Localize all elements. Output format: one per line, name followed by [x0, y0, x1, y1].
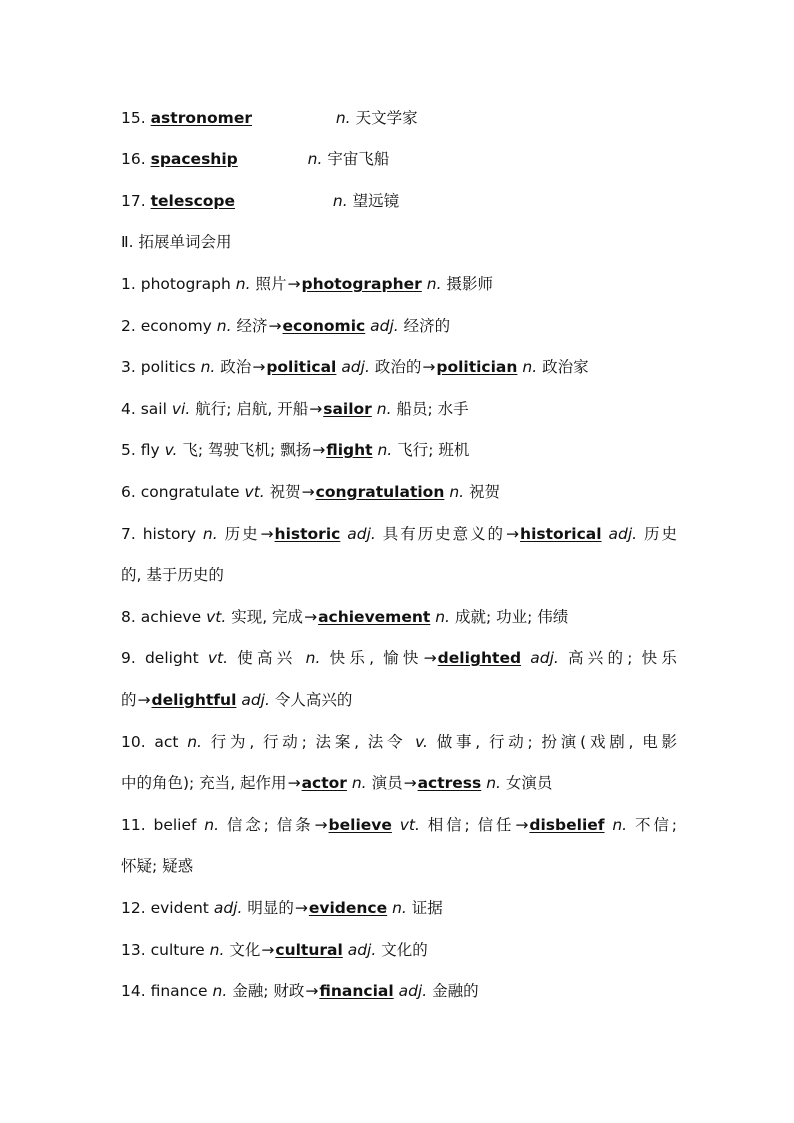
meaning: 文化: [229, 941, 261, 959]
item-number: 11.: [121, 816, 146, 834]
arrow: →: [287, 275, 301, 293]
meaning: 祝贺: [469, 483, 501, 501]
word-family-11: [121, 815, 677, 835]
meaning: 不信;: [634, 816, 677, 834]
meaning: 女演员: [505, 774, 553, 792]
part-of-speech: n.: [200, 358, 216, 376]
part-of-speech: n.: [212, 982, 228, 1000]
part-of-speech: vt.: [244, 483, 265, 501]
meaning: 历史: [224, 525, 260, 543]
vocab-line-16: [121, 149, 677, 169]
word-family-12: [121, 898, 677, 918]
item-number: 10.: [121, 733, 146, 751]
answer-word: flight: [326, 441, 373, 459]
base-word: politics: [140, 358, 196, 376]
word-family-10-continued: [121, 773, 677, 793]
part-of-speech: vi.: [171, 400, 191, 418]
item-number: 15.: [121, 109, 146, 127]
meaning: 经济: [236, 317, 268, 335]
base-word: delight: [144, 649, 199, 667]
part-of-speech: vt.: [206, 608, 227, 626]
part-of-speech: adj.: [608, 525, 638, 543]
meaning: 演员: [371, 774, 403, 792]
meaning: 快乐: [641, 649, 677, 667]
vocab-line-17: [121, 191, 677, 211]
meaning: 愉快: [383, 649, 423, 667]
part-of-speech: n.: [449, 483, 465, 501]
answer-word: spaceship: [150, 150, 238, 168]
meaning: 的: [121, 691, 137, 709]
base-word: fly: [140, 441, 160, 459]
meaning: 具有历史意义的: [382, 525, 506, 543]
meaning: 行为, 行动; 法案, 法令: [210, 733, 407, 751]
arrow: →: [312, 441, 326, 459]
word-family-7: [121, 524, 677, 544]
part-of-speech: n.: [187, 733, 202, 751]
answer-word: financial: [319, 982, 394, 1000]
part-of-speech: v.: [164, 441, 178, 459]
part-of-speech: adj.: [213, 899, 243, 917]
meaning: 飞行; 班机: [397, 441, 470, 459]
meaning: 实现, 完成: [231, 608, 304, 626]
arrow: →: [403, 774, 417, 792]
base-word: sail: [140, 400, 167, 418]
answer-word: disbelief: [529, 816, 605, 834]
arrow: →: [515, 816, 529, 834]
answer-word: cultural: [275, 941, 343, 959]
part-of-speech: n.: [332, 192, 348, 210]
meaning: 高兴的;: [567, 649, 633, 667]
meaning: 做事, 行动; 扮演(戏剧, 电影: [436, 733, 677, 751]
part-of-speech: n.: [202, 525, 218, 543]
answer-word: achievement: [318, 608, 431, 626]
answer-word: congratulation: [315, 483, 445, 501]
arrow: →: [423, 649, 437, 667]
answer-word: political: [266, 358, 337, 376]
part-of-speech: n.: [305, 649, 321, 667]
item-number: 1.: [121, 275, 136, 293]
answer-word: actress: [417, 774, 482, 792]
word-family-6: [121, 482, 677, 502]
meaning: 信念; 信条: [226, 816, 314, 834]
answer-word: evidence: [308, 899, 388, 917]
meaning: 照片: [255, 275, 287, 293]
item-number: 3.: [121, 358, 136, 376]
meaning: 望远镜: [352, 192, 400, 210]
meaning: 令人高兴的: [274, 691, 353, 709]
arrow: →: [268, 317, 282, 335]
meaning: 船员; 水手: [396, 400, 469, 418]
part-of-speech: v.: [415, 733, 428, 751]
meaning: 飞; 驾驶飞机; 飘扬: [182, 441, 312, 459]
base-word: culture: [150, 941, 205, 959]
answer-word: photographer: [301, 275, 422, 293]
base-word: achieve: [140, 608, 202, 626]
part-of-speech: n.: [522, 358, 538, 376]
part-of-speech: n.: [435, 608, 450, 626]
base-word: photograph: [140, 275, 231, 293]
meaning: 文化的: [381, 941, 428, 959]
base-word: act: [154, 733, 179, 751]
arrow: →: [137, 691, 151, 709]
word-family-1: [121, 274, 677, 294]
word-family-9-continued: [121, 690, 677, 710]
part-of-speech: adj.: [241, 691, 270, 709]
item-number: 17.: [121, 192, 146, 210]
meaning: 金融; 财政: [232, 982, 305, 1000]
base-word: evident: [150, 899, 209, 917]
vocab-line-15: [121, 108, 677, 128]
meaning: 相信; 信任: [427, 816, 515, 834]
part-of-speech: n.: [335, 109, 351, 127]
part-of-speech: n.: [204, 816, 220, 834]
item-number: 13.: [121, 941, 146, 959]
meaning: 历史: [643, 525, 677, 543]
item-number: 16.: [121, 150, 146, 168]
arrow: →: [287, 774, 301, 792]
word-family-14: [121, 981, 677, 1001]
answer-word: historical: [520, 525, 602, 543]
item-number: 12.: [121, 899, 146, 917]
meaning: 经济的: [403, 317, 451, 335]
meaning: 航行; 启航, 开船: [195, 400, 309, 418]
word-family-5: [121, 440, 677, 460]
arrow: →: [305, 982, 319, 1000]
part-of-speech: n.: [392, 899, 407, 917]
answer-word: economic: [282, 317, 366, 335]
meaning: 明显的: [247, 899, 294, 917]
part-of-speech: n.: [376, 400, 392, 418]
word-family-9: [121, 648, 677, 668]
item-number: 14.: [121, 982, 146, 1000]
answer-word: actor: [301, 774, 347, 792]
item-number: 4.: [121, 400, 136, 418]
arrow: →: [301, 483, 315, 501]
part-of-speech: adj.: [347, 941, 377, 959]
answer-word: sailor: [323, 400, 372, 418]
part-of-speech: vt.: [399, 816, 420, 834]
arrow: →: [314, 816, 328, 834]
part-of-speech: n.: [235, 275, 251, 293]
arrow: →: [309, 400, 323, 418]
meaning: 中的角色); 充当, 起作用: [121, 774, 287, 792]
answer-word: telescope: [150, 192, 236, 210]
arrow: →: [506, 525, 520, 543]
meaning: 证据: [411, 899, 443, 917]
arrow: →: [261, 941, 275, 959]
part-of-speech: n.: [209, 941, 225, 959]
item-number: 9.: [121, 649, 136, 667]
arrow: →: [294, 899, 308, 917]
item-number: 2.: [121, 317, 136, 335]
meaning: 政治的: [374, 358, 422, 376]
word-family-10: [121, 732, 677, 752]
word-family-11-continued: 怀疑; 疑惑: [121, 857, 194, 875]
arrow: →: [252, 358, 266, 376]
answer-word: delighted: [437, 649, 522, 667]
base-word: finance: [150, 982, 208, 1000]
item-number: 7.: [121, 525, 136, 543]
part-of-speech: adj.: [341, 358, 370, 376]
item-number: 5.: [121, 441, 136, 459]
word-family-13: [121, 940, 677, 960]
base-word: history: [142, 525, 197, 543]
meaning: 快乐,: [329, 649, 374, 667]
part-of-speech: adj.: [370, 317, 399, 335]
answer-word: historic: [274, 525, 341, 543]
word-family-7-continued: 的, 基于历史的: [121, 566, 224, 584]
arrow: →: [304, 608, 318, 626]
part-of-speech: n.: [377, 441, 393, 459]
meaning: 天文学家: [355, 109, 418, 127]
part-of-speech: vt.: [207, 649, 229, 667]
word-family-2: [121, 316, 677, 336]
base-word: congratulate: [140, 483, 240, 501]
answer-word: believe: [328, 816, 392, 834]
word-family-4: [121, 399, 677, 419]
answer-word: astronomer: [150, 109, 252, 127]
answer-word: politician: [436, 358, 518, 376]
part-of-speech: n.: [351, 774, 367, 792]
meaning: 政治: [220, 358, 252, 376]
part-of-speech: adj.: [530, 649, 559, 667]
part-of-speech: n.: [612, 816, 628, 834]
base-word: economy: [140, 317, 212, 335]
meaning: 成就; 功业; 伟绩: [454, 608, 569, 626]
meaning: 祝贺: [269, 483, 301, 501]
item-number: 8.: [121, 608, 136, 626]
word-family-8: [121, 607, 677, 627]
part-of-speech: adj.: [398, 982, 428, 1000]
word-family-3: [121, 357, 677, 377]
answer-word: delightful: [151, 691, 237, 709]
meaning: 宇宙飞船: [327, 150, 390, 168]
part-of-speech: adj.: [347, 525, 376, 543]
part-of-speech: n.: [486, 774, 501, 792]
arrow: →: [260, 525, 274, 543]
meaning: 摄影师: [446, 275, 493, 293]
base-word: belief: [153, 816, 197, 834]
meaning: 使高兴: [237, 649, 297, 667]
meaning: 金融的: [432, 982, 479, 1000]
section-heading: Ⅱ. 拓展单词会用: [121, 233, 232, 251]
part-of-speech: n.: [307, 150, 323, 168]
item-number: 6.: [121, 483, 136, 501]
arrow: →: [422, 358, 436, 376]
part-of-speech: n.: [216, 317, 232, 335]
meaning: 政治家: [542, 358, 589, 376]
part-of-speech: n.: [426, 275, 442, 293]
